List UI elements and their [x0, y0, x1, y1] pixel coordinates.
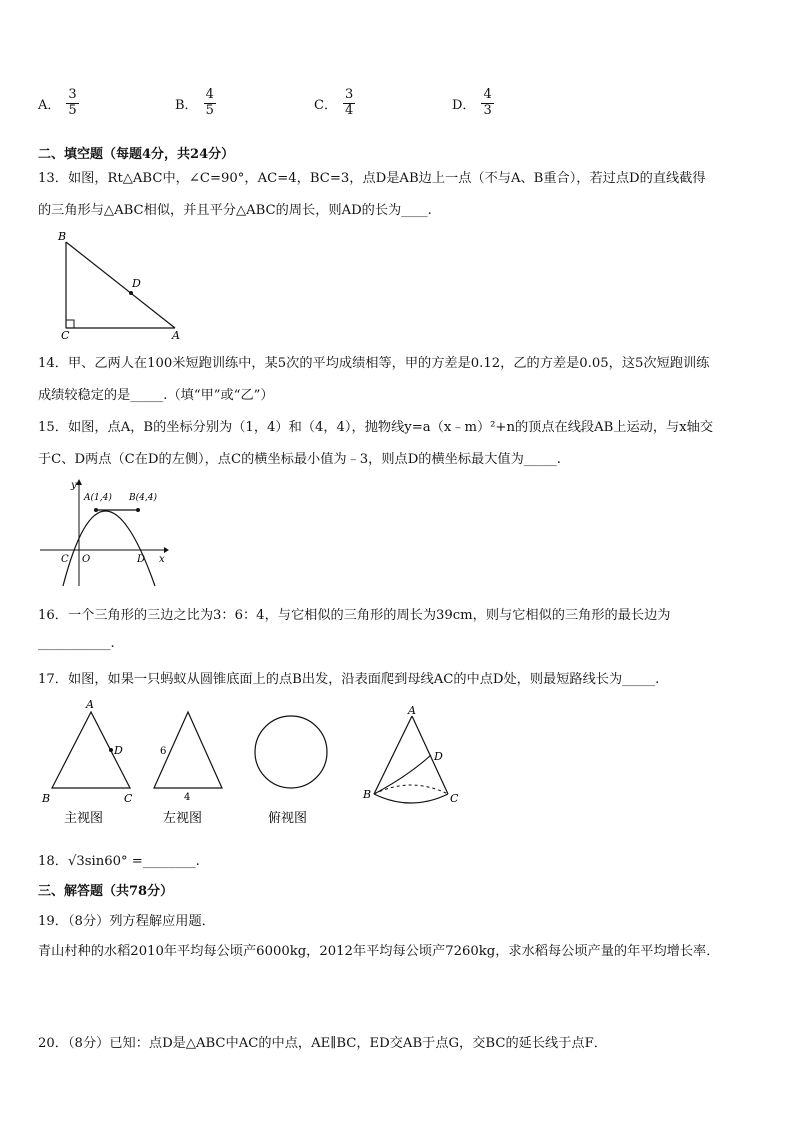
label-x: x [159, 554, 165, 565]
label-c: C [61, 554, 69, 565]
caption-left-view: 左视图 [163, 811, 203, 826]
top-view-circle [255, 716, 327, 788]
q20-line1: 20．（8分）已知：点D是△ABC中AC的中点，AE∥BC，ED交AB于点G，交BC的延长线于点F． [38, 1036, 607, 1051]
y-axis-arrow [76, 479, 82, 485]
label-a: A [172, 329, 180, 340]
q17-cone-views-figure [36, 696, 476, 830]
option-a-fraction: $\frac{3}{5}$ [68, 87, 77, 118]
point-b [136, 508, 140, 512]
option-a-label: A． [38, 97, 61, 113]
label-a: A [408, 704, 416, 717]
shortest-path-curve [374, 755, 431, 794]
section-2-heading: 二、填空题（每题4分，共24分） [38, 147, 235, 162]
point-d [129, 291, 133, 295]
caption-main-view: 主视图 [64, 811, 104, 826]
label-b-coord: B(4,4) [129, 493, 157, 503]
cone-3d [362, 704, 459, 805]
q15-parabola-figure [38, 476, 170, 588]
option-b-fraction: $\frac{4}{5}$ [205, 87, 214, 118]
label-d: D [132, 277, 141, 290]
label-a-coord: A(1,4) [84, 493, 112, 503]
q19-line1: 19．（8分）列方程解应用题． [38, 914, 215, 929]
option-d [452, 88, 494, 119]
label-four: 4 [184, 792, 191, 803]
parabola-curve [63, 511, 155, 586]
left-view-triangle [154, 712, 222, 803]
option-c-fraction: $\frac{3}{4}$ [344, 87, 354, 118]
option-c-label: C． [314, 97, 337, 113]
q13-line1: 13．如图，Rt△ABC中，∠C=90°，AC=4，BC=3，点D是AB边上一点（不与A、B重合），若过点D的直线截得 [38, 171, 706, 186]
q16-line2: ___________. [38, 636, 115, 651]
right-angle-mark [66, 320, 74, 328]
label-b: B [42, 792, 51, 805]
q14-line1: 14．甲、乙两人在100米短跑训练中，某5次的平均成绩相等，甲的方差是0.12，乙的方差是0.05，这5次短跑训练 [38, 356, 710, 371]
q15-line1: 15．如图，点A，B的坐标分别为（1，4）和（4，4），抛物线y=a（x﹣m）²+n的顶点在线段AB上运动，与x轴交 [38, 420, 714, 435]
label-six: 6 [160, 746, 167, 757]
section-3-heading: 三、解答题（共78分） [38, 884, 174, 899]
label-b: B [58, 230, 67, 243]
point-a [94, 508, 98, 512]
q17-line1: 17．如图，如果一只蚂蚁从圆锥底面上的点B出发，沿表面爬到母线AC的中点D处，则最短路线长为_____. [38, 672, 660, 687]
option-d-label: D． [452, 97, 476, 113]
option-d-fraction: $\frac{4}{3}$ [483, 87, 492, 118]
label-b: B [363, 788, 372, 801]
q13-triangle-figure [50, 228, 190, 340]
label-c: C [61, 329, 70, 340]
label-d: D [137, 554, 146, 565]
label-c: C [124, 792, 133, 805]
label-y: y [71, 480, 77, 491]
option-b-label: B． [175, 97, 198, 113]
label-d: D [434, 750, 443, 763]
q14-line2: 成绩较稳定的是_____.（填“甲”或“乙”） [38, 388, 274, 403]
q18-line: 18．√3sin60° =________. [38, 854, 200, 869]
label-c: C [450, 792, 459, 805]
main-view-triangle [41, 698, 133, 805]
q19-line2: 青山村种的水稻2010年平均每公顷产6000kg，2012年平均每公顷产7260kg，求水稻每公顷产量的年平均增长率． [38, 944, 720, 959]
label-d: D [114, 744, 123, 757]
label-o: O [82, 554, 91, 565]
option-c [314, 88, 355, 119]
option-a [38, 88, 79, 119]
label-a: A [86, 698, 94, 711]
point-d [109, 748, 113, 752]
option-b [175, 88, 216, 119]
q16-line1: 16．一个三角形的三边之比为3：6：4，与它相似的三角形的周长为39cm，则与它相似的三角形的最长边为 [38, 608, 671, 623]
caption-top-view: 俯视图 [268, 811, 308, 826]
q13-line2: 的三角形与△ABC相似，并且平分△ABC的周长，则AD的长为____. [38, 203, 432, 218]
segment-ab [66, 242, 175, 328]
x-axis-arrow [164, 547, 169, 553]
q15-line2: 于C、D两点（C在D的左侧），点C的横坐标最小值为﹣3，则点D的横坐标最大值为_____. [38, 452, 561, 467]
